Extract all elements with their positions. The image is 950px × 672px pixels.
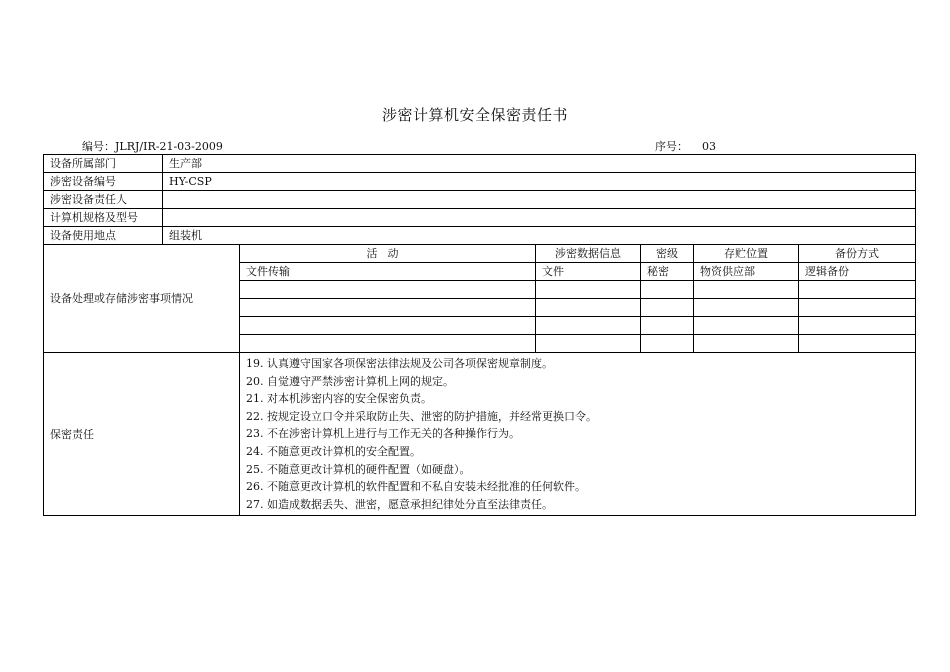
info-row-location <box>44 227 916 245</box>
info-value: 生产部 <box>163 155 916 173</box>
info-value: 组装机 <box>163 227 916 245</box>
duty-item: 22. 按规定设立口令并采取防止失、泄密的防护措施，并经常更换口令。 <box>246 409 597 423</box>
info-value <box>163 191 916 209</box>
info-row-model <box>44 209 916 227</box>
cell-data-info: 文件 <box>536 263 641 281</box>
duty-item: 21. 对本机涉密内容的安全保密负责。 <box>246 392 432 406</box>
info-label: 设备所属部门 <box>44 155 163 173</box>
info-row-device-number <box>44 173 916 191</box>
sequence-number <box>655 138 716 154</box>
cell-activity <box>240 317 536 335</box>
info-value: HY-CSP <box>163 173 916 191</box>
cell-backup <box>799 299 916 317</box>
sequence-label: 序号： <box>655 140 688 153</box>
header-backup: 备份方式 <box>799 245 916 263</box>
cell-activity <box>240 281 536 299</box>
header-data-info: 涉密数据信息 <box>536 245 641 263</box>
cell-level <box>641 299 694 317</box>
duty-item: 20. 自觉遵守严禁涉密计算机上网的规定。 <box>246 374 454 388</box>
duty-item: 25. 不随意更改计算机的硬件配置（如硬盘）。 <box>246 462 471 476</box>
sequence-value: 03 <box>702 140 716 153</box>
cell-backup <box>799 281 916 299</box>
duty-item: 23. 不在涉密计算机上进行与工作无关的各种操作行为。 <box>246 427 520 441</box>
info-row-responsible-person <box>44 191 916 209</box>
info-row-department <box>44 155 916 173</box>
cell-backup <box>799 317 916 335</box>
info-label: 涉密设备责任人 <box>44 191 163 209</box>
cell-data-info <box>536 335 641 353</box>
cell-storage <box>694 299 799 317</box>
info-value <box>163 209 916 227</box>
cell-storage <box>694 335 799 353</box>
duty-item: 26. 不随意更改计算机的软件配置和不私自安装未经批准的任何软件。 <box>246 480 586 494</box>
cell-backup: 逻辑备份 <box>799 263 916 281</box>
serial-label: 编号： <box>82 140 115 153</box>
header-activity: 活动 <box>240 245 536 263</box>
cell-activity <box>240 299 536 317</box>
cell-level <box>641 317 694 335</box>
cell-storage <box>694 281 799 299</box>
handling-header-row <box>44 245 916 263</box>
responsibility-row <box>44 353 916 516</box>
header-level: 密级 <box>641 245 694 263</box>
cell-level <box>641 281 694 299</box>
cell-data-info <box>536 299 641 317</box>
cell-storage: 物资供应部 <box>694 263 799 281</box>
cell-storage <box>694 317 799 335</box>
handling-label: 设备处理或存储涉密事项情况 <box>44 245 240 353</box>
document-title: 涉密计算机安全保密责任书 <box>381 106 568 124</box>
serial-value: JLRJ/IR-21-03-2009 <box>115 140 223 153</box>
cell-activity: 文件传输 <box>240 263 536 281</box>
cell-data-info <box>536 281 641 299</box>
info-label: 设备使用地点 <box>44 227 163 245</box>
header-storage: 存贮位置 <box>694 245 799 263</box>
duty-item: 24. 不随意更改计算机的安全配置。 <box>246 444 421 458</box>
cell-level <box>641 335 694 353</box>
cell-backup <box>799 335 916 353</box>
responsibility-form-table <box>43 154 916 516</box>
cell-data-info <box>536 317 641 335</box>
serial-number <box>82 138 223 154</box>
responsibility-label: 保密责任 <box>44 353 240 516</box>
duty-item: 27. 如造成数据丢失、泄密，愿意承担纪律处分直至法律责任。 <box>246 497 553 511</box>
info-label: 涉密设备编号 <box>44 173 163 191</box>
duty-item: 19. 认真遵守国家各项保密法律法规及公司各项保密规章制度。 <box>246 357 553 370</box>
responsibility-list <box>240 353 916 516</box>
cell-activity <box>240 335 536 353</box>
info-label: 计算机规格及型号 <box>44 209 163 227</box>
cell-level: 秘密 <box>641 263 694 281</box>
